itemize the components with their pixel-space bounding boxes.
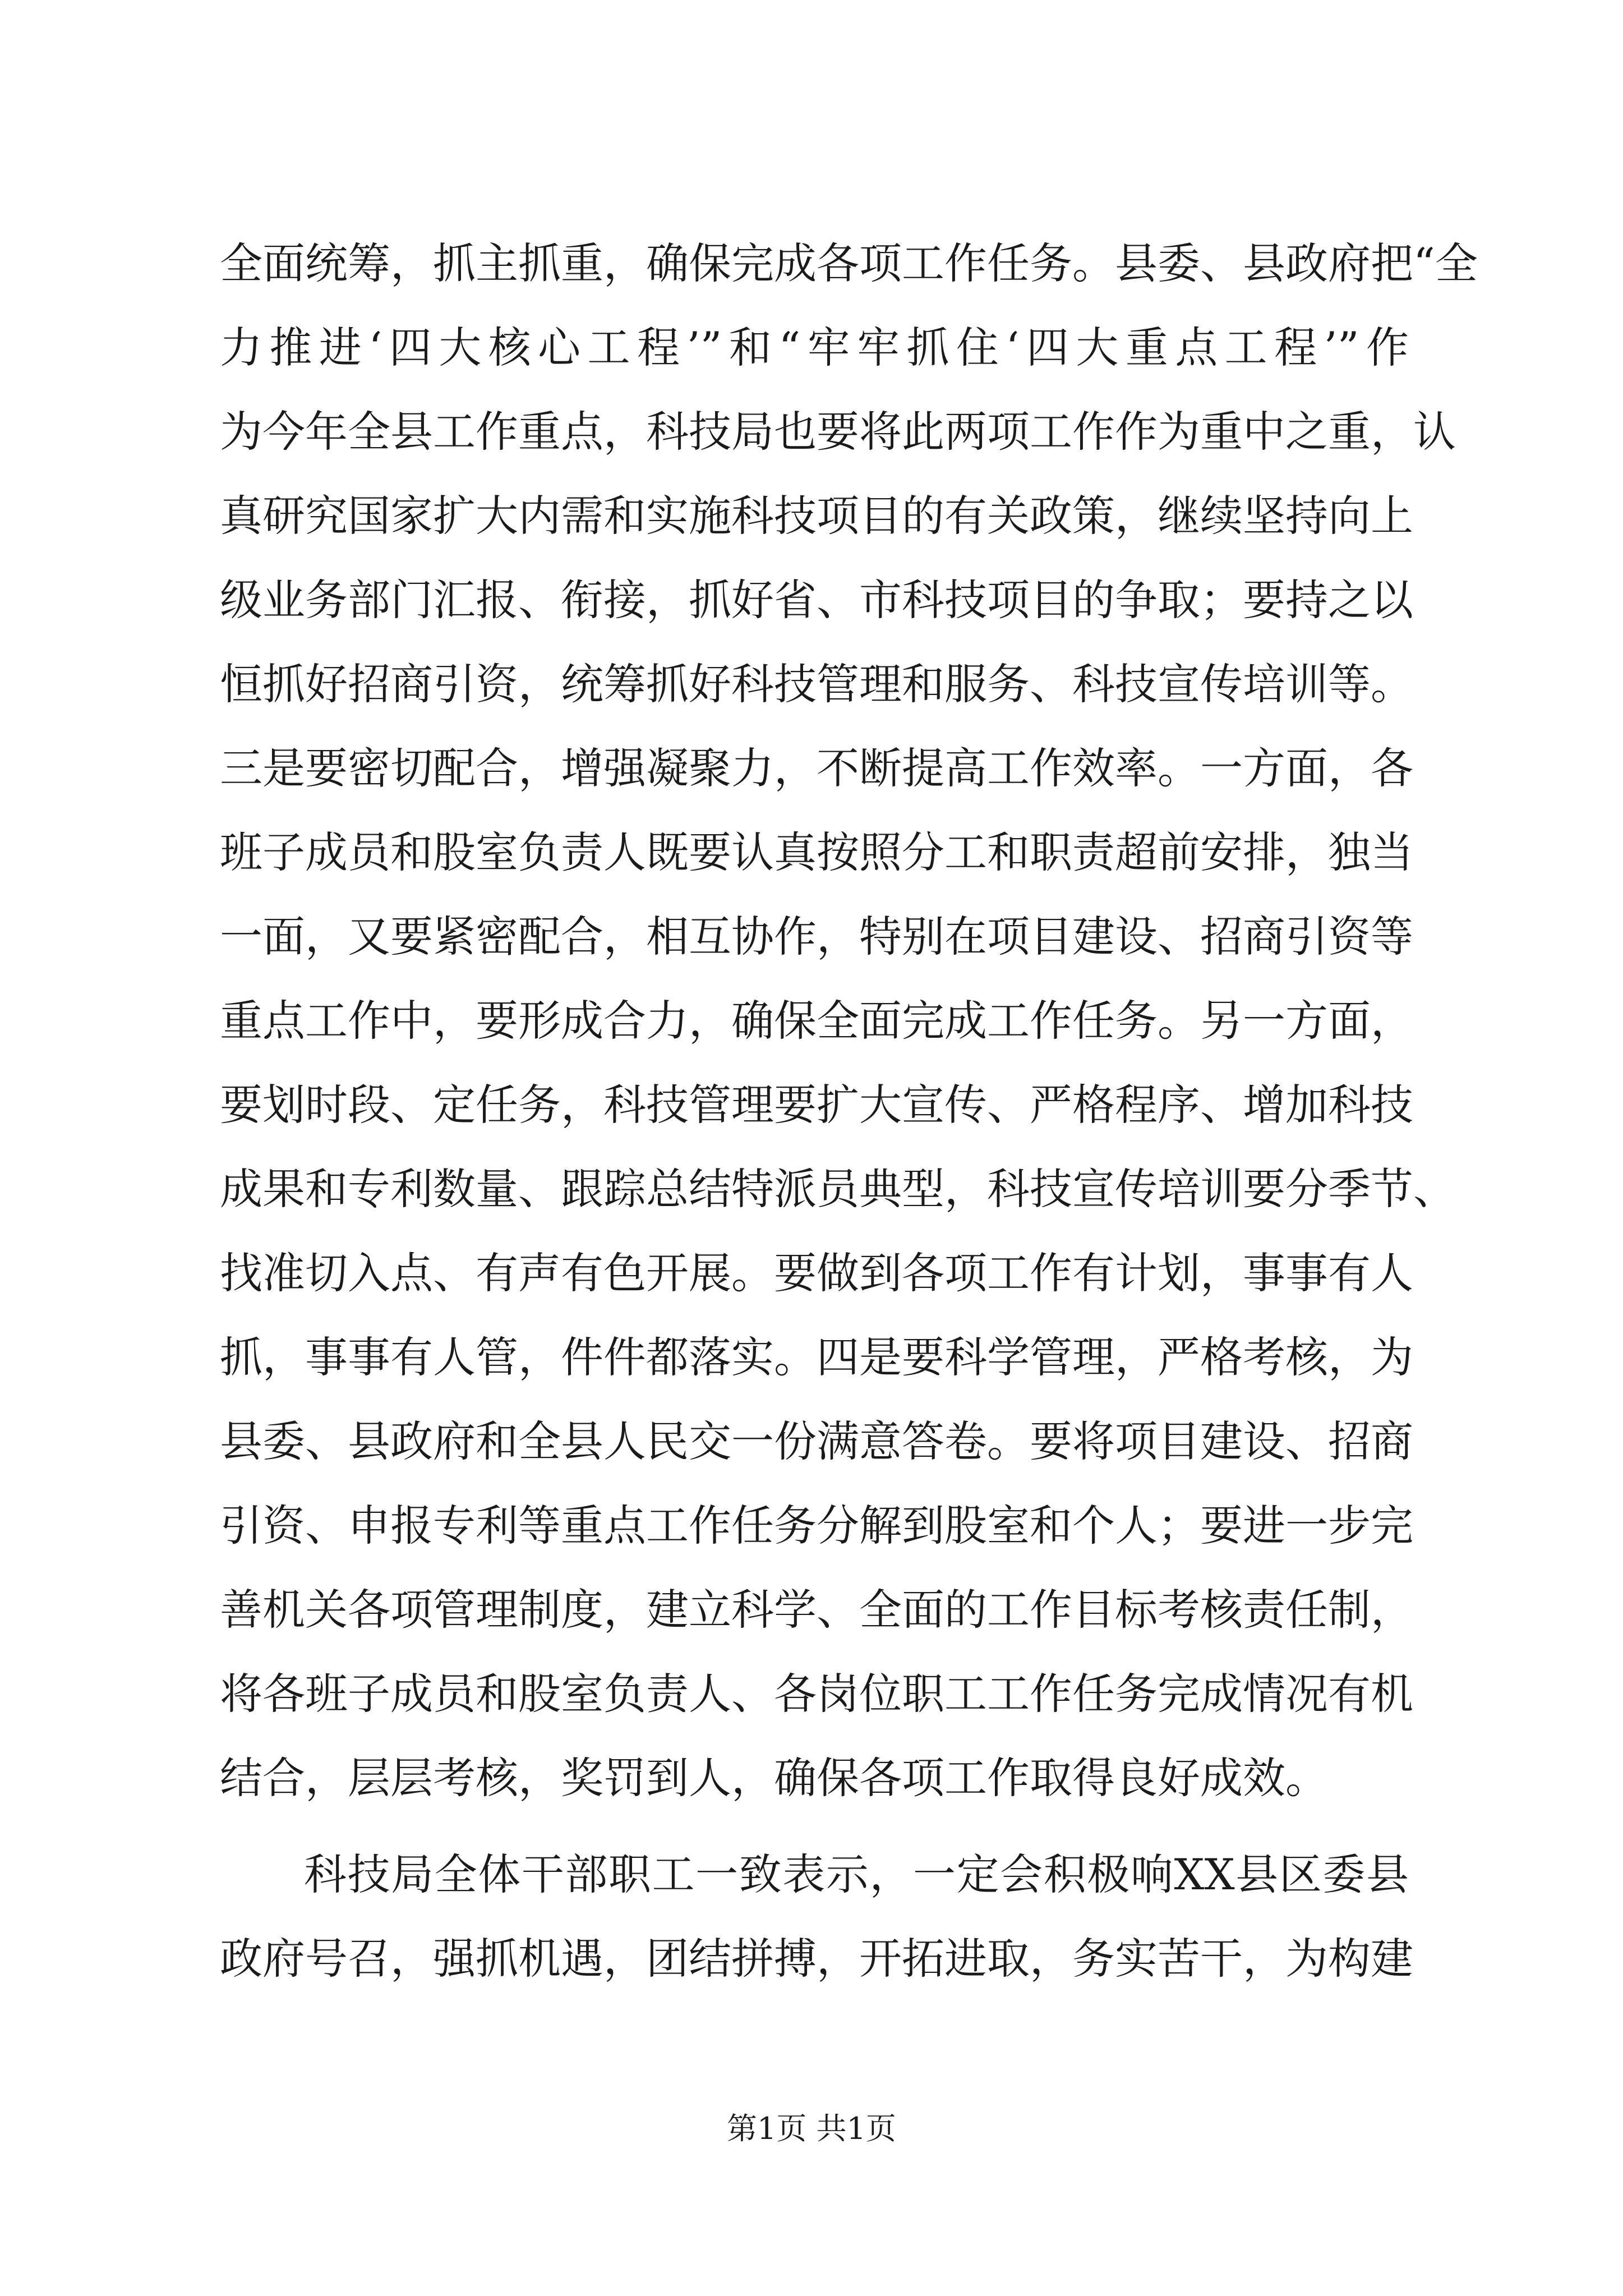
text-line: 成果和专利数量、跟踪总结特派员典型，科技宣传培训要分季节、 bbox=[220, 1164, 1456, 1214]
text-line: 全面统筹，抓主抓重，确保完成各项工作任务。县委、县政府把“全 bbox=[220, 238, 1478, 288]
text-line: 重点工作中，要形成合力，确保全面完成工作任务。另一方面， bbox=[220, 996, 1413, 1046]
text-line: 班子成员和股室负责人既要认真按照分工和职责超前安排，独当 bbox=[220, 827, 1413, 877]
text-line: 级业务部门汇报、衔接，抓好省、市科技项目的争取；要持之以 bbox=[220, 575, 1413, 625]
document-body bbox=[220, 222, 1478, 2001]
text-line: 为今年全县工作重点，科技局也要将此两项工作作为重中之重，认 bbox=[220, 407, 1456, 457]
text-line: 力推进‘四大核心工程’”和“牢牢抓住‘四大重点工程’”作 bbox=[220, 323, 1409, 372]
paragraph-gap bbox=[220, 1820, 1409, 1833]
page-footer bbox=[0, 2109, 1623, 2148]
text-line: 三是要密切配合，增强凝聚力，不断提高工作效率。一方面，各 bbox=[220, 743, 1413, 793]
text-line: 恒抓好招商引资，统筹抓好科技管理和服务、科技宣传培训等。 bbox=[220, 659, 1413, 709]
text-line: 抓，事事有人管，件件都落实。四是要科学管理，严格考核，为 bbox=[220, 1332, 1413, 1382]
text-line: 结合，层层考核，奖罚到人，确保各项工作取得良好成效。 bbox=[220, 1753, 1328, 1803]
text-line: 真研究国家扩大内需和实施科技项目的有关政策，继续坚持向上 bbox=[220, 491, 1413, 541]
text-line: 找准切入点、有声有色开展。要做到各项工作有计划，事事有人 bbox=[220, 1248, 1413, 1298]
text-line: 县委、县政府和全县人民交一份满意答卷。要将项目建设、招商 bbox=[220, 1416, 1413, 1466]
text-line: 一面，又要紧密配合，相互协作，特别在项目建设、招商引资等 bbox=[220, 912, 1413, 961]
text-line: 引资、申报专利等重点工作任务分解到股室和个人；要进一步完 bbox=[220, 1501, 1413, 1550]
text-line: 要划时段、定任务，科技管理要扩大宣传、严格程序、增加科技 bbox=[220, 1080, 1413, 1130]
text-line: 政府号召，强抓机遇，团结拼搏，开拓进取，务实苦干，为构建 bbox=[220, 1934, 1413, 1984]
text-line: 善机关各项管理制度，建立科学、全面的工作目标考核责任制， bbox=[220, 1585, 1413, 1635]
text-line: 科技局全体干部职工一致表示，一定会积极响XX县区委县 bbox=[304, 1849, 1409, 1899]
page-number: 第1页 共1页 bbox=[727, 2111, 896, 2146]
text-line: 将各班子成员和股室负责人、各岗位职工工作任务完成情况有机 bbox=[220, 1669, 1413, 1719]
